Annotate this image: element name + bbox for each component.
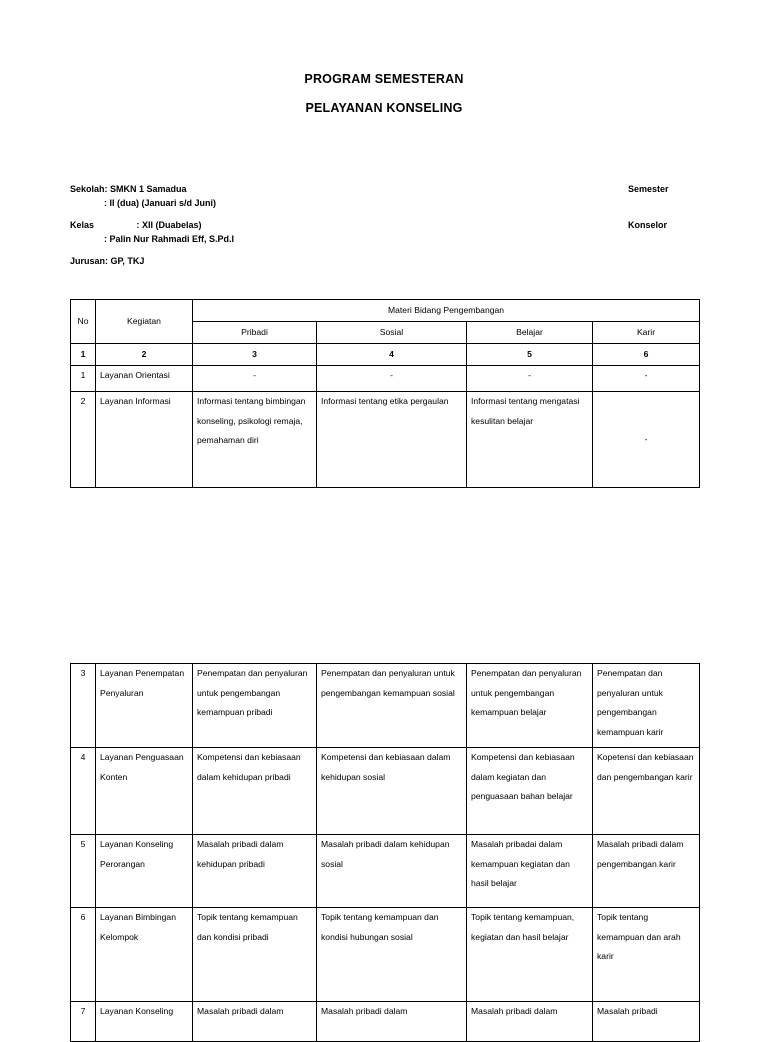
header-karir: Karir [593,322,700,344]
number-cell: 1 [71,344,96,366]
row-pribadi: Kompetensi dan kebiasaan dalam kehidupan pribadi [193,748,317,835]
row-no: 3 [71,664,96,748]
row-sosial: Masalah pribadi dalam [317,1002,467,1042]
row-no: 2 [71,392,96,488]
row-sosial: Topik tentang kemampuan dan kondisi hubungan sosial [317,908,467,1002]
jurusan-line: Jurusan: GP, TKJ [70,256,145,266]
row-karir: - [593,392,700,488]
table-row [71,748,700,835]
semester-value: : II (dua) (Januari s/d Juni) [104,198,217,208]
row-kegiatan: Layanan Informasi [96,392,193,488]
row-pribadi: Topik tentang kemampuan dan kondisi pribadi [193,908,317,1002]
row-karir: Kopetensi dan kebiasaan dan pengembangan karir [593,748,700,835]
konselor-value: : Palin Nur Rahmadi Eff, S.Pd.I [104,234,235,244]
row-pribadi: - [193,366,317,392]
header-pribadi: Pribadi [193,322,317,344]
number-cell: 5 [467,344,593,366]
row-karir: Masalah pribadi [593,1002,700,1042]
row-kegiatan: Layanan Penguasaan Konten [96,748,193,835]
row-karir: Penempatan dan penyaluran untuk pengembangan kemampuan karir [593,664,700,748]
number-cell: 2 [96,344,193,366]
header-materi: Materi Bidang Pengembangan [193,300,700,322]
header-no: No [71,300,96,344]
row-kegiatan: Layanan Penempatan Penyaluran [96,664,193,748]
header-kegiatan: Kegiatan [96,300,193,344]
kelas-line: Kelas : XII (Duabelas) [70,220,202,230]
row-kegiatan: Layanan Bimbingan Kelompok [96,908,193,1002]
document-title: PROGRAM SEMESTERAN [304,72,464,86]
row-pribadi: Masalah pribadi dalam kehidupan pribadi [193,835,317,908]
table-row [71,908,700,1002]
konselor-label: Konselor [628,220,668,230]
row-sosial: Penempatan dan penyaluran untuk pengembangan kemampuan sosial [317,664,467,748]
row-belajar: Penempatan dan penyaluran untuk pengembangan kemampuan belajar [467,664,593,748]
program-table-page2 [70,663,700,1042]
row-belajar: Masalah pribadi dalam [467,1002,593,1042]
row-no: 6 [71,908,96,1002]
row-karir: Topik tentang kemampuan dan arah karir [593,908,700,1002]
row-no: 4 [71,748,96,835]
table-row [71,392,700,488]
document-subtitle: PELAYANAN KONSELING [305,101,463,115]
row-belajar: - [467,366,593,392]
row-pribadi: Informasi tentang bimbingan konseling, psikologi remaja, pemahaman diri [193,392,317,488]
sekolah-line: Sekolah: SMKN 1 Samadua [70,184,187,194]
row-sosial: Masalah pribadi dalam kehidupan sosial [317,835,467,908]
number-cell: 6 [593,344,700,366]
table-row [71,835,700,908]
number-cell: 3 [193,344,317,366]
row-karir: Masalah pribadi dalam pengembangan karir [593,835,700,908]
row-pribadi: Masalah pribadi dalam [193,1002,317,1042]
table-row [71,1002,700,1042]
row-kegiatan: Layanan Konseling Perorangan [96,835,193,908]
table-row [71,366,700,392]
row-kegiatan: Layanan Konseling [96,1002,193,1042]
row-pribadi: Penempatan dan penyaluran untuk pengembangan kemampuan pribadi [193,664,317,748]
row-sosial: - [317,366,467,392]
row-sosial: Kompetensi dan kebiasaan dalam kehidupan sosial [317,748,467,835]
row-sosial: Informasi tentang etika pergaulan [317,392,467,488]
row-karir: - [593,366,700,392]
table-row [71,664,700,748]
program-table-page1 [70,299,700,488]
row-belajar: Kompetensi dan kebiasaan dalam kegiatan dan penguasaan bahan belajar [467,748,593,835]
row-kegiatan: Layanan Orientasi [96,366,193,392]
row-no: 7 [71,1002,96,1042]
number-cell: 4 [317,344,467,366]
row-belajar: Masalah pribadai dalam kemampuan kegiatan dan hasil belajar [467,835,593,908]
row-belajar: Informasi tentang mengatasi kesulitan belajar [467,392,593,488]
row-no: 1 [71,366,96,392]
header-sosial: Sosial [317,322,467,344]
row-no: 5 [71,835,96,908]
row-belajar: Topik tentang kemampuan, kegiatan dan hasil belajar [467,908,593,1002]
header-belajar: Belajar [467,322,593,344]
semester-label: Semester [628,184,669,194]
